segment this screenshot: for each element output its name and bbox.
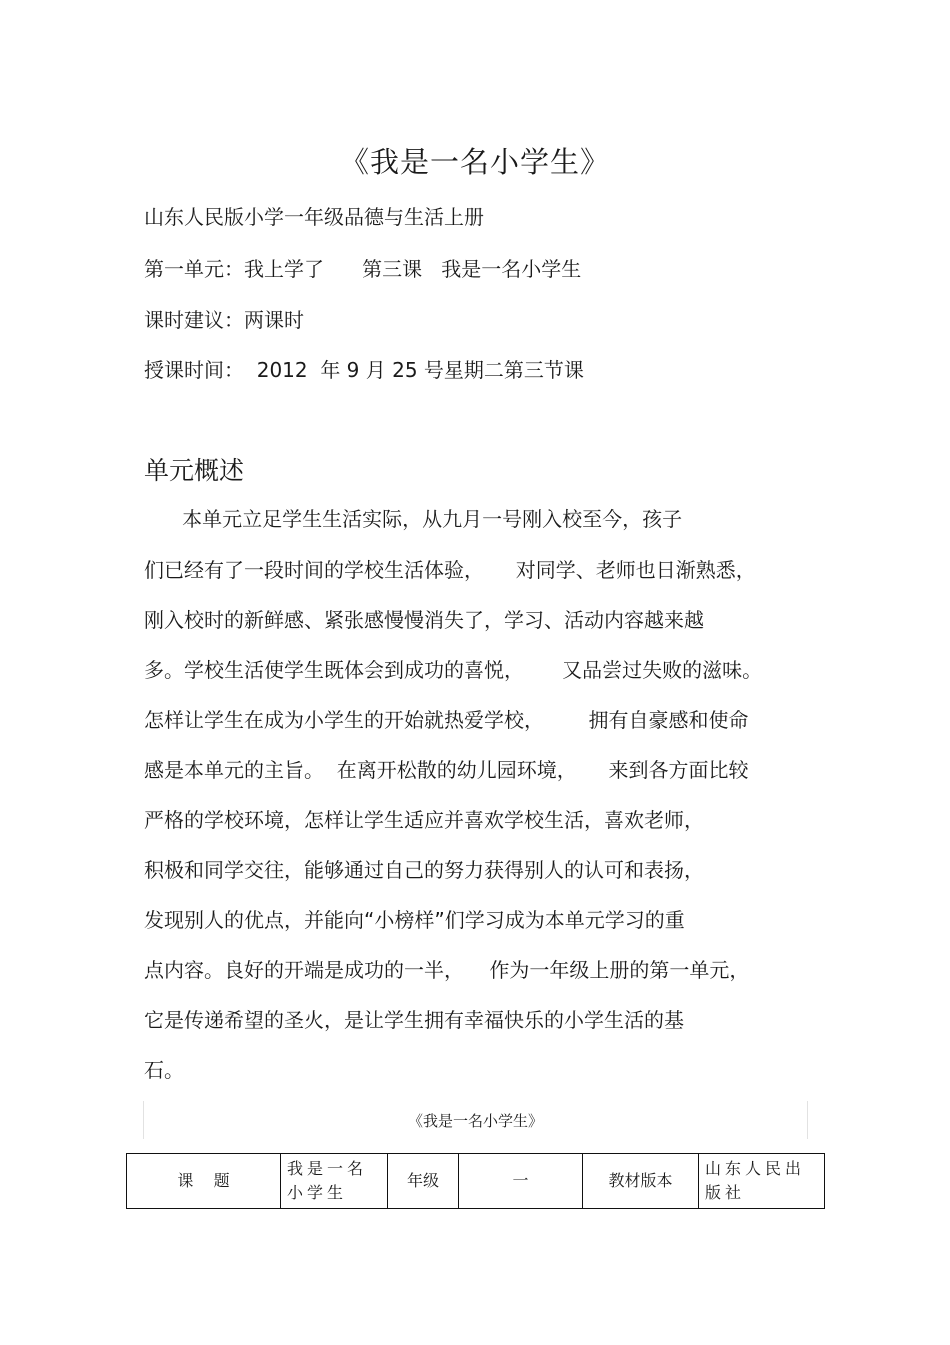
paragraph-line: 积极和同学交往，能够通过自己的努力获得别人的认可和表扬，: [144, 858, 704, 882]
paragraph-line: 发现别人的优点，并能向“小榜样”们学习成为本单元学习的重: [144, 908, 685, 932]
period-suggestion-line: 课时建议：两课时: [144, 308, 304, 332]
paragraph-line: 多。学校生活使学生既体会到成功的喜悦， 又品尝过失败的滋味。: [144, 658, 763, 682]
document-title: 《我是一名小学生》: [339, 145, 610, 179]
table-caption: 《我是一名小学生》: [407, 1112, 543, 1130]
topic-value-cell: 我是一名小学生: [281, 1154, 388, 1209]
paragraph-line: 本单元立足学生生活实际，从九月一号刚入校至今，孩子: [144, 507, 683, 531]
paragraph-line: 怎样让学生在成为小学生的开始就热爱学校， 拥有自豪感和使命: [144, 708, 749, 732]
paragraph-line: 石。: [144, 1058, 184, 1082]
lesson-info-table: [126, 1153, 825, 1209]
paragraph-line: 点内容。良好的开端是成功的一半， 作为一年级上册的第一单元，: [144, 958, 750, 982]
paragraph-line: 它是传递希望的圣火，是让学生拥有幸福快乐的小学生活的基: [144, 1008, 684, 1032]
unit-lesson-line: 第一单元：我上学了 第三课 我是一名小学生: [144, 257, 582, 281]
textbook-line: 山东人民版小学一年级品德与生活上册: [144, 205, 484, 229]
grade-value-cell: 一: [459, 1154, 583, 1209]
table-caption-box: [143, 1101, 808, 1139]
edition-value-cell: 山东人民出版社: [699, 1154, 825, 1209]
paragraph-line: 感是本单元的主旨。 在离开松散的幼儿园环境， 来到各方面比较: [144, 758, 749, 782]
topic-label-cell: 课 题: [127, 1154, 281, 1209]
grade-label-cell: 年级: [388, 1154, 459, 1209]
table-row: [127, 1154, 825, 1209]
paragraph-line: 严格的学校环境，怎样让学生适应并喜欢学校生活，喜欢老师，: [144, 808, 704, 832]
paragraph-line: 刚入校时的新鲜感、紧张感慢慢消失了，学习、活动内容越来越: [144, 608, 704, 632]
teaching-time-line: 授课时间： 2012 年 9 月 25 号星期二第三节课: [144, 358, 584, 382]
section-heading: 单元概述: [144, 456, 245, 485]
edition-label-cell: 教材版本: [583, 1154, 699, 1209]
paragraph-line: 们已经有了一段时间的学校生活体验， 对同学、老师也日渐熟悉，: [144, 558, 756, 582]
